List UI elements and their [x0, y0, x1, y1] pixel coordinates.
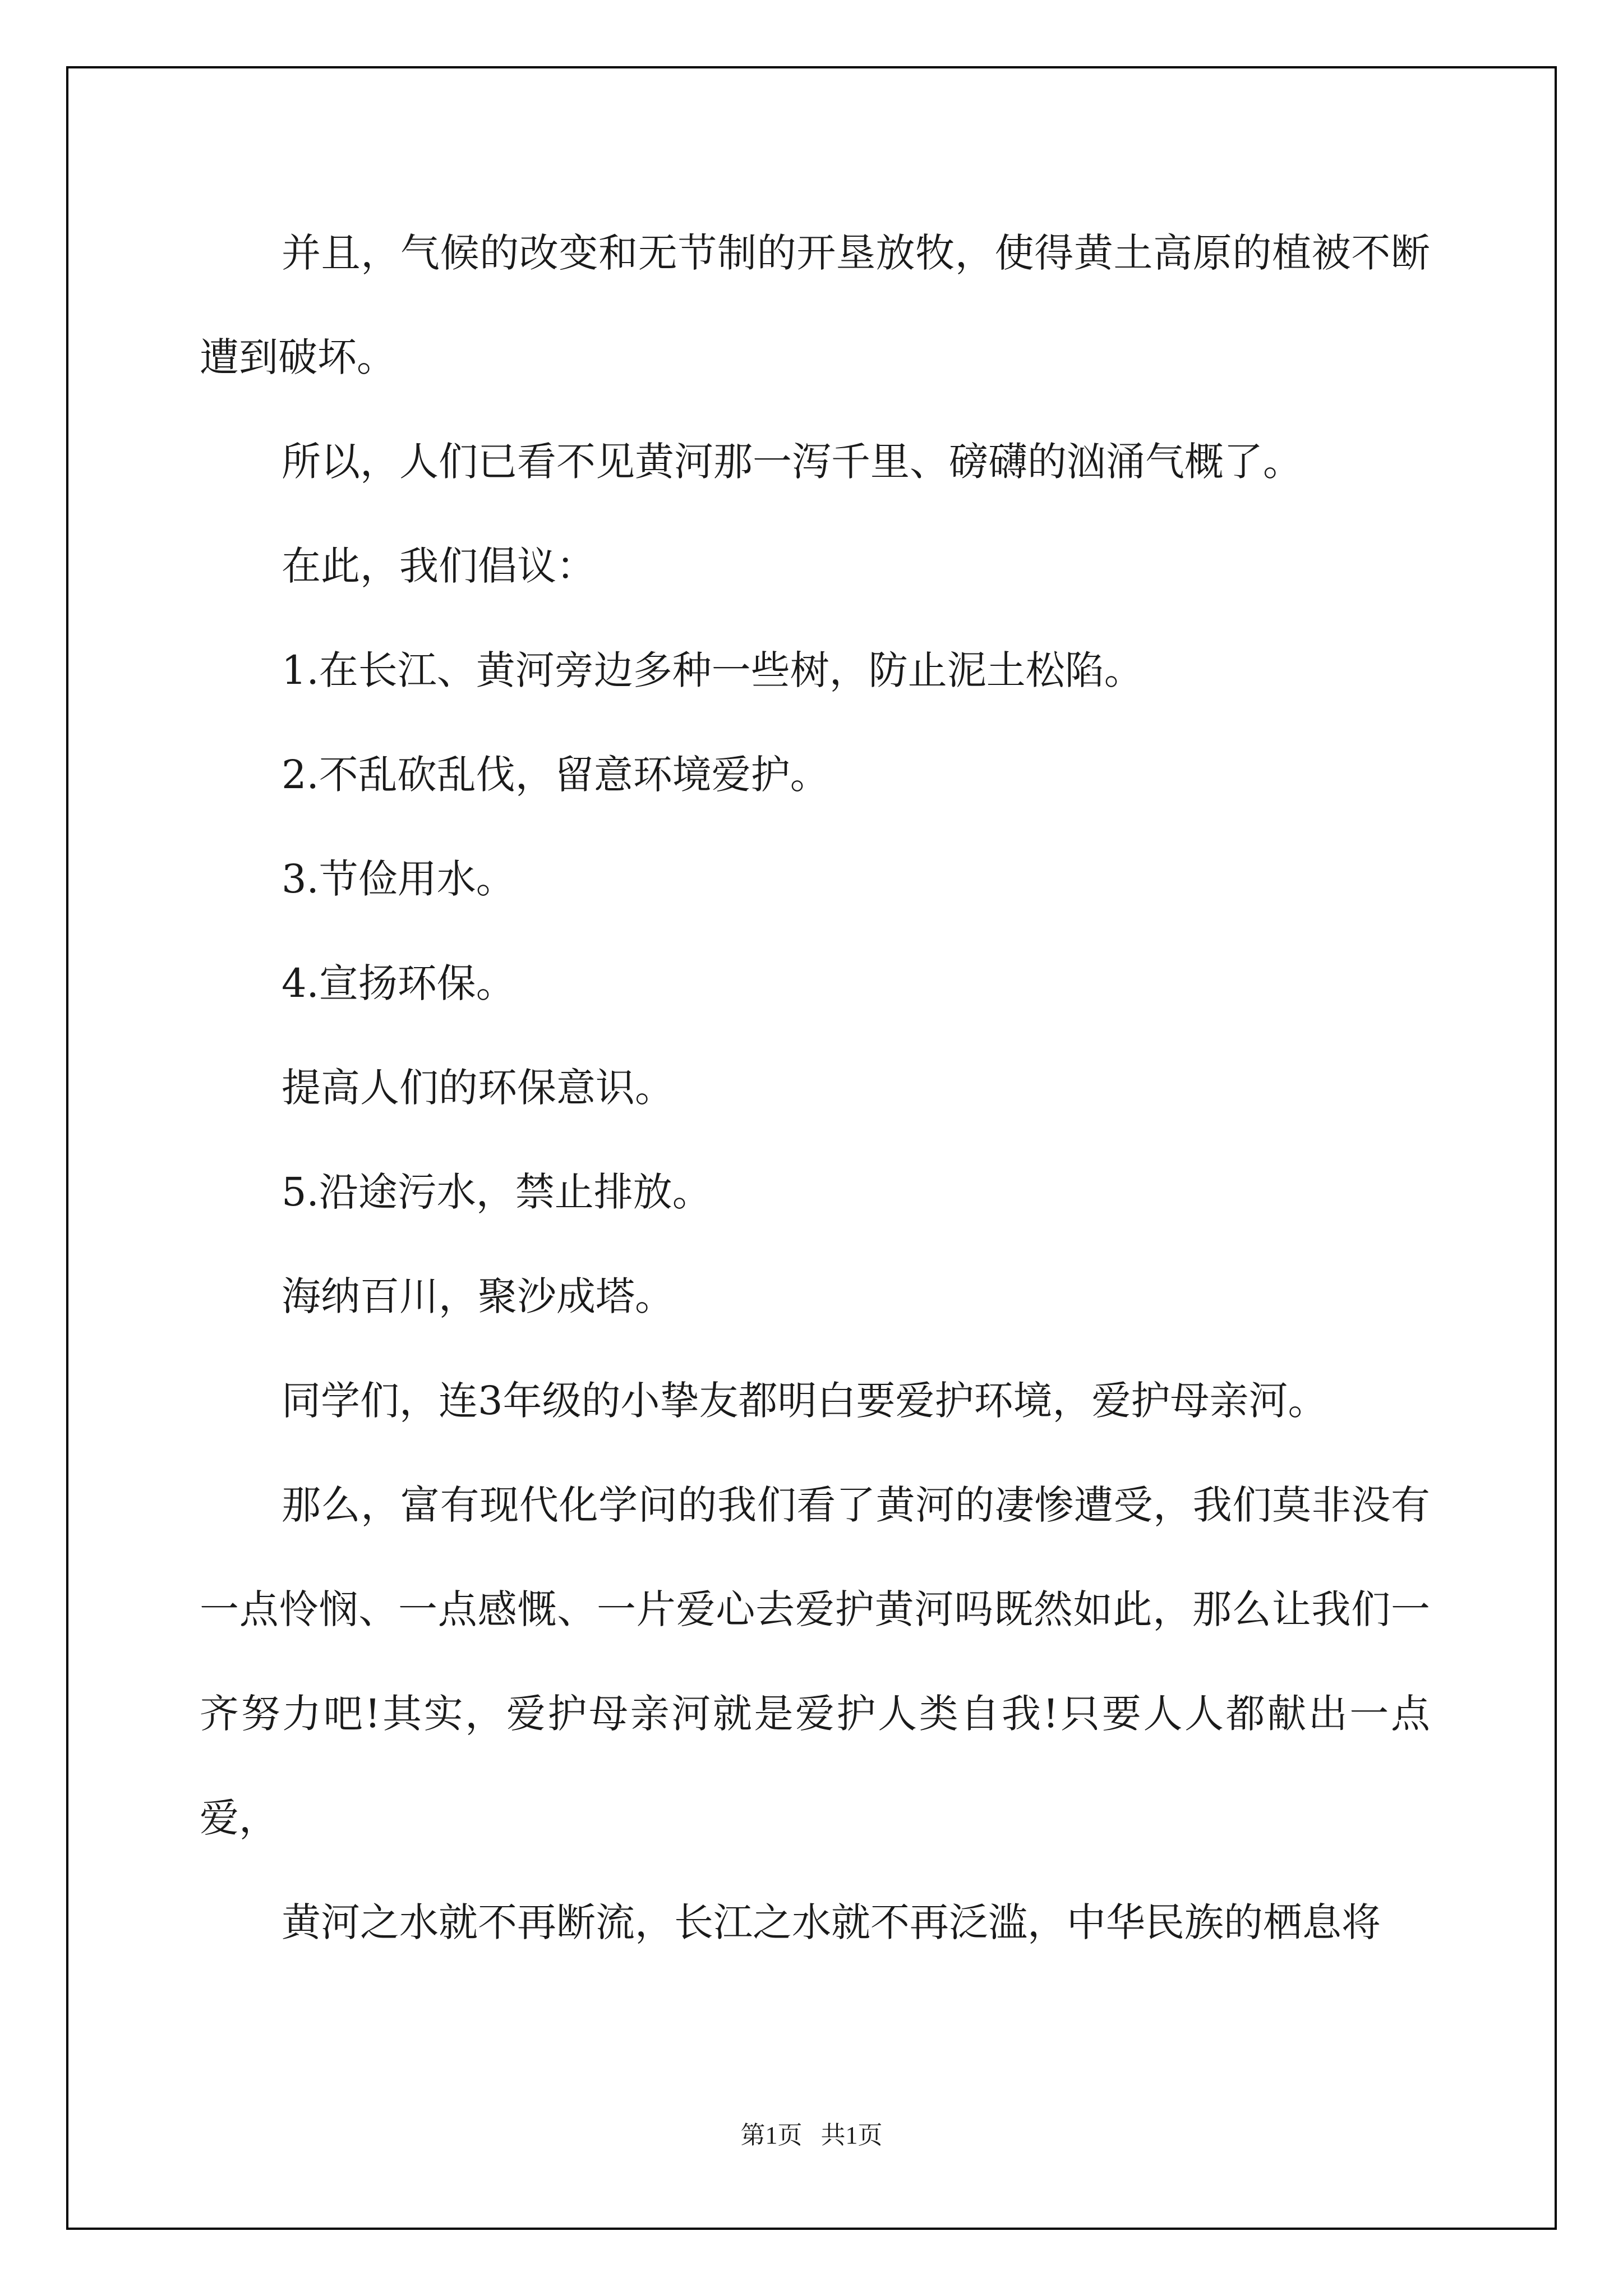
- paragraph: 在此，我们倡议：: [282, 543, 596, 589]
- list-item: 5.沿途污水，禁止排放。: [282, 1169, 712, 1215]
- page-total: 共1页: [820, 2122, 883, 2149]
- list-item: 1.在长江、黄河旁边多种一些树，防止泥土松陷。: [282, 647, 1144, 693]
- paragraph: 所以，人们已看不见黄河那一泻千里、磅礴的汹涌气概了。: [282, 439, 1302, 485]
- paragraph: 那么，富有现代化学问的我们看了黄河的凄惨遭受，我们莫非没有一点怜悯、一点感慨、一片爱心去爱护黄河吗既然如此，那么让我们一齐努力吧!其实，爱护母亲河就是爱护人类自我!只要人人都献出一点爱，: [200, 1482, 1430, 1841]
- list-item: 3.节俭用水。: [282, 856, 515, 902]
- paragraph: 黄河之水就不再断流，长江之水就不再泛滥，中华民族的栖息将: [282, 1899, 1381, 1945]
- paragraph: 海纳百川，聚沙成塔。: [282, 1273, 674, 1319]
- page-footer: [0, 2115, 1623, 2151]
- paragraph: 同学们，连3年级的小挚友都明白要爱护环境，爱护母亲河。: [282, 1378, 1327, 1424]
- list-item: 4.宣扬环保。: [282, 960, 515, 1006]
- paragraph: 并且，气候的改变和无节制的开垦放牧，使得黄土高原的植被不断遭到破坏。: [200, 230, 1430, 380]
- list-item: 2.不乱砍乱伐，留意环境爱护。: [282, 752, 829, 798]
- page-number: 第1页: [740, 2122, 803, 2149]
- paragraph: 提高人们的环保意识。: [282, 1065, 674, 1111]
- document-body: [200, 201, 1430, 1975]
